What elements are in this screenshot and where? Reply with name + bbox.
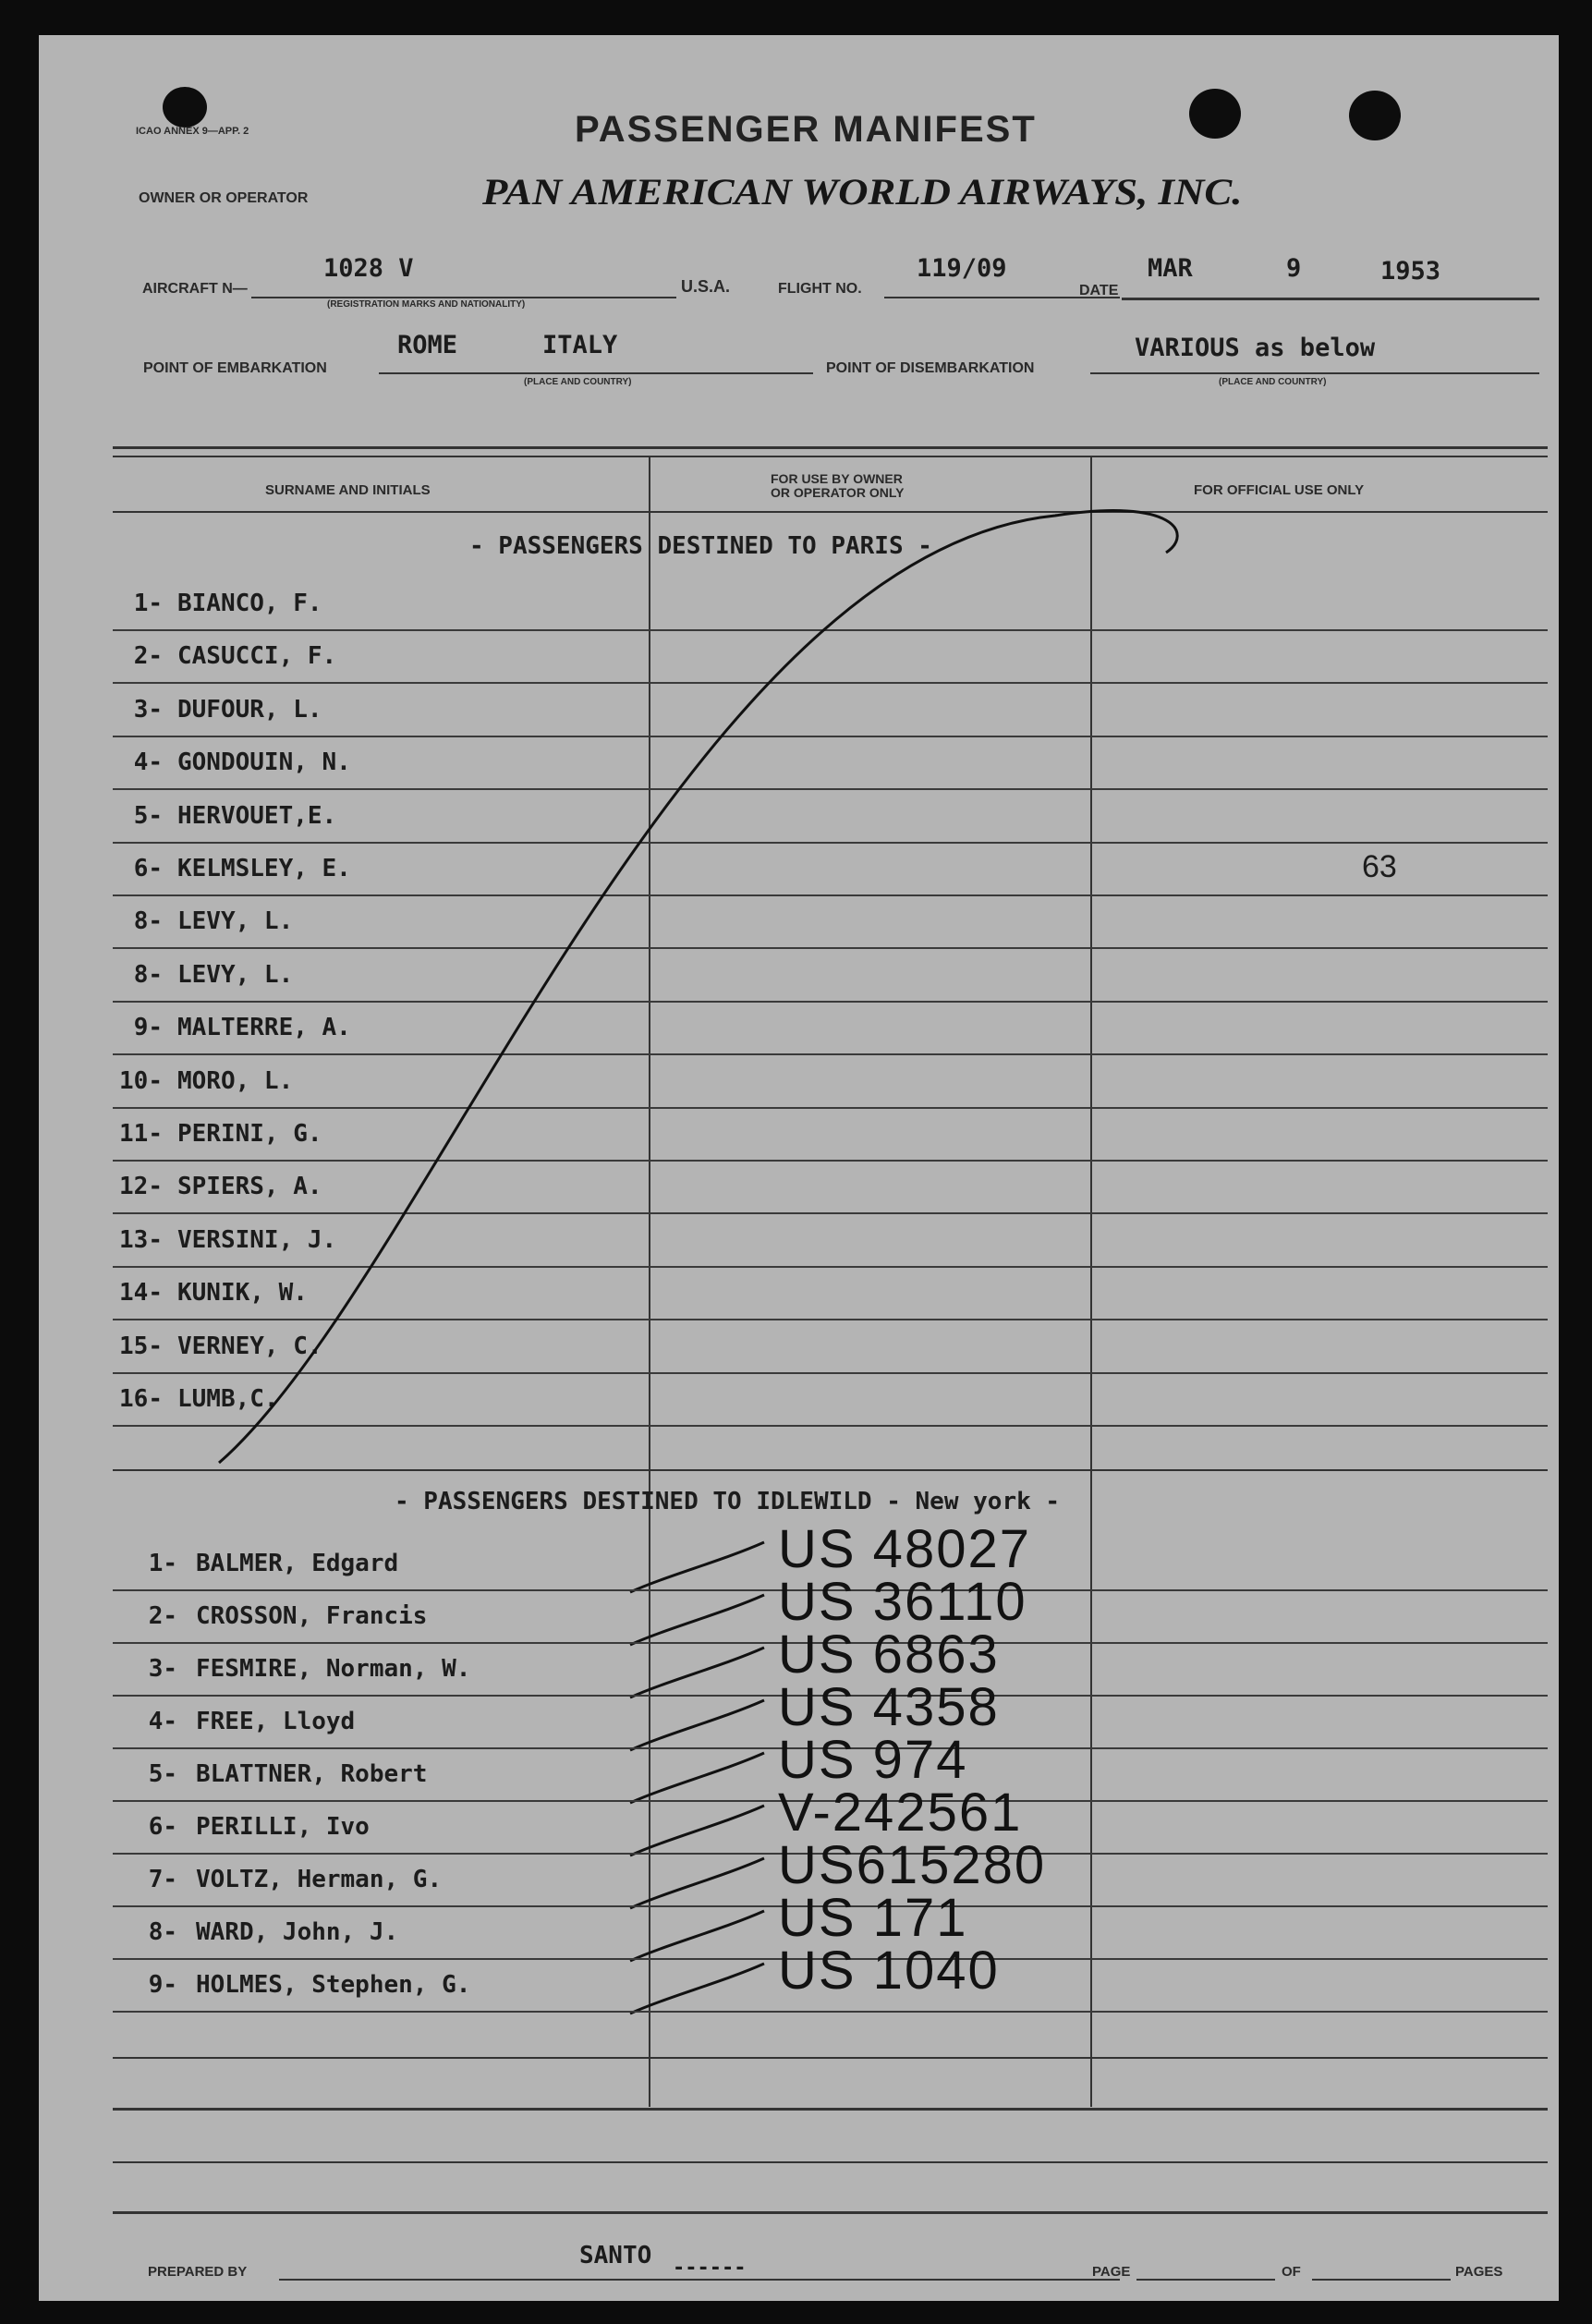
embark-label: POINT OF EMBARKATION	[143, 360, 327, 376]
passenger-name: HOLMES, Stephen, G.	[196, 1971, 471, 1999]
passenger-number: 1-	[133, 590, 163, 617]
embark-city: ROME	[397, 331, 458, 359]
disembark-caption: (PLACE AND COUNTRY)	[1219, 377, 1327, 387]
col-header-surname: SURNAME AND INITIALS	[265, 482, 431, 498]
passenger-name: BIANCO, F.	[177, 590, 322, 617]
col-header-official: FOR OFFICIAL USE ONLY	[1194, 482, 1365, 498]
cancellation-stroke	[39, 35, 1559, 2301]
page-label: PAGE	[1092, 2264, 1131, 2280]
passenger-name: VERSINI, J.	[177, 1225, 337, 1254]
date-label: DATE	[1079, 283, 1119, 298]
embark-caption: (PLACE AND COUNTRY)	[524, 377, 632, 387]
passenger-name: BLATTNER, Robert	[196, 1760, 428, 1788]
passenger-number: 6-	[133, 855, 163, 882]
passport-number: US 974	[778, 1730, 968, 1790]
disembark-label: POINT OF DISEMBARKATION	[826, 360, 1035, 376]
aircraft-label: AIRCRAFT N—	[142, 281, 248, 297]
passport-number: US 1040	[778, 1941, 1000, 2001]
passenger-name: MALTERRE, A.	[177, 1014, 351, 1042]
owner-value: PAN AMERICAN WORLD AIRWAYS, INC.	[482, 171, 1243, 213]
disembark-value: VARIOUS as below	[1135, 334, 1376, 362]
passport-number: US 48027	[778, 1519, 1031, 1579]
passenger-number: 5-	[133, 801, 163, 830]
passenger-number: 9-	[148, 1971, 177, 1999]
passenger-name: WARD, John, J.	[196, 1918, 399, 1946]
passenger-name: PERILLI, Ivo	[196, 1813, 370, 1841]
passenger-name: CASUCCI, F.	[177, 642, 337, 671]
of-label: OF	[1282, 2264, 1301, 2280]
passenger-name: FREE, Lloyd	[196, 1708, 356, 1735]
passenger-number: 8-	[133, 960, 163, 989]
passport-number: US615280	[778, 1835, 1047, 1895]
passenger-name: CROSSON, Francis	[196, 1602, 428, 1630]
passenger-number: 8-	[148, 1918, 177, 1946]
passenger-number: 5-	[148, 1760, 177, 1788]
embark-country: ITALY	[542, 331, 618, 359]
of-underline	[1312, 2279, 1451, 2281]
passport-number: US 36110	[778, 1572, 1027, 1632]
passport-number: US 4358	[778, 1677, 1000, 1737]
passenger-number: 11-	[119, 1120, 163, 1148]
prepared-value: SANTO	[579, 2242, 652, 2269]
flight-label: FLIGHT NO.	[778, 281, 862, 297]
passenger-number: 16-	[119, 1385, 163, 1413]
pages-label: PAGES	[1455, 2264, 1503, 2280]
passenger-number: 9-	[133, 1014, 163, 1042]
passenger-number: 2-	[133, 642, 163, 671]
date-year: 1953	[1380, 257, 1441, 286]
date-month: MAR	[1148, 254, 1193, 283]
passenger-number: 15-	[119, 1332, 163, 1360]
owner-label: OWNER OR OPERATOR	[139, 190, 309, 206]
passenger-number: 7-	[148, 1866, 177, 1893]
col-header-owner-line1: FOR USE BY OWNER	[771, 471, 903, 486]
aircraft-value: 1028 V	[323, 254, 414, 283]
date-day: 9	[1286, 254, 1302, 283]
page-underline	[1136, 2279, 1275, 2281]
form-title: PASSENGER MANIFEST	[575, 109, 1037, 150]
passenger-name: HERVOUET,E.	[177, 801, 337, 830]
section-heading-paris: - PASSENGERS DESTINED TO PARIS -	[469, 532, 932, 560]
passenger-name: BALMER, Edgard	[196, 1550, 399, 1577]
passenger-number: 10-	[119, 1066, 163, 1095]
passenger-name: LUMB,C.	[177, 1385, 279, 1413]
passenger-name: LEVY, L.	[177, 907, 294, 936]
passenger-number: 1-	[148, 1550, 177, 1577]
passenger-name: SPIERS, A.	[177, 1173, 322, 1201]
passenger-number: 12-	[119, 1173, 163, 1201]
passport-number: US 6863	[778, 1624, 1000, 1685]
icao-reference: ICAO ANNEX 9—APP. 2	[136, 126, 249, 137]
passenger-name: KELMSLEY, E.	[177, 855, 351, 882]
passenger-name: LEVY, L.	[177, 960, 294, 989]
prepared-label: PREPARED BY	[148, 2264, 248, 2280]
passenger-number: 4-	[148, 1708, 177, 1735]
passenger-number: 6-	[148, 1813, 177, 1841]
passport-number: V-242561	[778, 1783, 1023, 1843]
passenger-number: 3-	[133, 695, 163, 724]
passenger-name: FESMIRE, Norman, W.	[196, 1655, 471, 1683]
passport-number: US 171	[778, 1888, 968, 1948]
prepared-dashes: ------	[673, 2257, 747, 2280]
passenger-number: 2-	[148, 1602, 177, 1630]
passenger-name: PERINI, G.	[177, 1120, 322, 1148]
passenger-number: 14-	[119, 1279, 163, 1308]
passenger-name: DUFOUR, L.	[177, 695, 322, 724]
passenger-name: MORO, L.	[177, 1066, 294, 1095]
manifest-sheet	[39, 35, 1559, 2301]
passenger-name: KUNIK, W.	[177, 1279, 308, 1308]
official-use-number: 63	[1362, 849, 1397, 884]
passenger-name: VERNEY, C.	[177, 1332, 322, 1360]
passenger-name: VOLTZ, Herman, G.	[196, 1866, 443, 1893]
section-heading-idlewild: - PASSENGERS DESTINED TO IDLEWILD - New york -	[395, 1488, 1061, 1515]
passenger-number: 8-	[133, 907, 163, 936]
passenger-name: GONDOUIN, N.	[177, 748, 351, 777]
passenger-number: 13-	[119, 1225, 163, 1254]
flight-value: 119/09	[917, 254, 1007, 283]
passenger-number: 4-	[133, 748, 163, 777]
aircraft-caption: (REGISTRATION MARKS AND NATIONALITY)	[327, 299, 526, 310]
passenger-number: 3-	[148, 1655, 177, 1683]
usa-label: U.S.A.	[681, 277, 731, 296]
col-header-owner-line2: OR OPERATOR ONLY	[771, 485, 905, 500]
